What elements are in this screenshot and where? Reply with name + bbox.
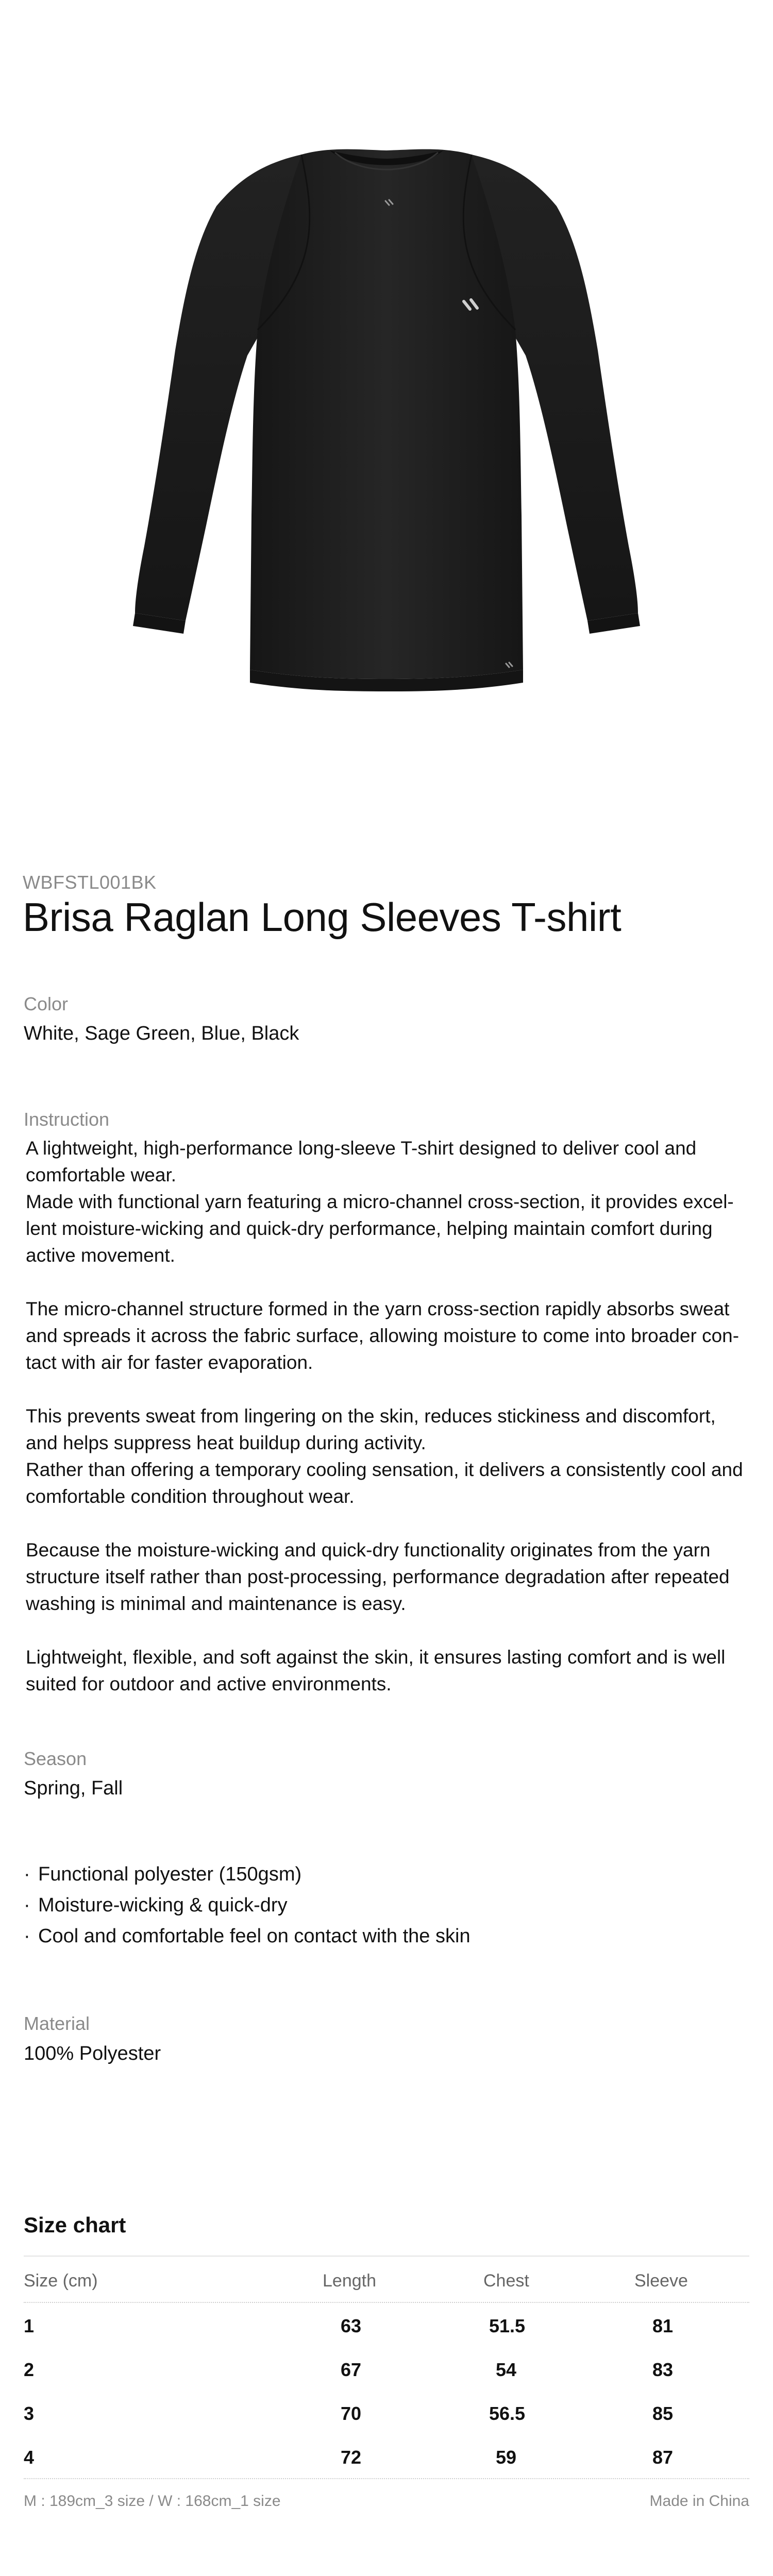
text-line: comfortable wear. — [26, 1164, 177, 1185]
text-line: This prevents sweat from lingering on the skin, reduces stickiness and discomfort, — [26, 1405, 716, 1427]
cell-length: 72 — [341, 2447, 362, 2468]
instruction-label: Instruction — [24, 1109, 110, 1130]
size-chart-title: Size chart — [24, 2213, 126, 2237]
text-line: The micro-channel structure formed in the yarn cross-section rapidly absorbs sweat — [26, 1298, 730, 1319]
text-line: tact with air for faster evaporation. — [26, 1352, 313, 1373]
header-size: Size (cm) — [24, 2271, 98, 2291]
material-value: 100% Polyester — [24, 2043, 161, 2064]
season-value: Spring, Fall — [24, 1777, 123, 1799]
tshirt-body — [250, 149, 523, 679]
cell-sleeve: 83 — [652, 2359, 674, 2380]
cell-length: 63 — [341, 2315, 362, 2336]
table-row — [24, 2434, 749, 2478]
text-line: Rather than offering a temporary cooling sensation, it delivers a consistently cool and — [26, 1459, 743, 1480]
text-line: comfortable condition throughout wear. — [26, 1486, 355, 1507]
text-line: Lightweight, flexible, and soft against the skin, it ensures lasting comfort and is well — [26, 1647, 726, 1668]
product-title: Brisa Raglan Long Sleeves T-shirt — [23, 894, 621, 940]
text-line: lent moisture-wicking and quick-dry performance, helping maintain comfort during — [26, 1218, 713, 1239]
text-line: Made with functional yarn featuring a micro-channel cross-section, it provides excel- — [26, 1191, 734, 1212]
text-line: and spreads it across the fabric surface, allowing moisture to come into broader con- — [26, 1325, 740, 1346]
instruction-paragraph — [26, 1296, 758, 1376]
table-row — [24, 2391, 749, 2434]
instruction-text — [26, 1135, 758, 1698]
size-chart-footer — [24, 2478, 749, 2519]
header-length: Length — [323, 2271, 376, 2291]
product-code: WBFSTL001BK — [23, 872, 157, 893]
color-value: White, Sage Green, Blue, Black — [24, 1023, 299, 1044]
instruction-paragraph — [26, 1135, 758, 1269]
text-line: Because the moisture-wicking and quick-dry functionality originates from the yarn — [26, 1539, 711, 1561]
cell-sleeve: 85 — [652, 2403, 674, 2424]
instruction-paragraph — [26, 1644, 758, 1698]
cell-size: 1 — [24, 2315, 35, 2336]
feature-item: · Functional polyester (150gsm) — [24, 1859, 745, 1890]
cell-size: 2 — [24, 2359, 35, 2380]
header-chest: Chest — [483, 2271, 529, 2291]
cell-sleeve: 87 — [652, 2447, 674, 2468]
header-sleeve: Sleeve — [634, 2271, 688, 2291]
cell-sleeve: 81 — [652, 2315, 674, 2336]
feature-list — [24, 1859, 745, 1952]
tshirt-illustration — [0, 0, 773, 773]
cell-chest: 51.5 — [489, 2315, 526, 2336]
text-line: active movement. — [26, 1245, 175, 1266]
feature-item: · Moisture-wicking & quick-dry — [24, 1890, 745, 1921]
text-line: and helps suppress heat buildup during activity. — [26, 1432, 426, 1453]
table-row — [24, 2347, 749, 2391]
cell-chest: 56.5 — [489, 2403, 526, 2424]
text-line: A lightweight, high-performance long-sleeve T-shirt designed to deliver cool and — [26, 1138, 697, 1159]
size-chart-header-row — [24, 2256, 749, 2303]
season-label: Season — [24, 1748, 87, 1769]
feature-item: · Cool and comfortable feel on contact with the skin — [24, 1921, 745, 1952]
cell-length: 70 — [341, 2403, 362, 2424]
cell-chest: 59 — [496, 2447, 517, 2468]
text-line: washing is minimal and maintenance is easy. — [26, 1593, 406, 1614]
product-image — [0, 0, 773, 773]
origin-note: Made in China — [649, 2493, 749, 2510]
cell-size: 3 — [24, 2403, 35, 2424]
size-chart-table — [24, 2256, 749, 2519]
instruction-paragraph — [26, 1537, 758, 1617]
table-row — [24, 2303, 749, 2347]
color-label: Color — [24, 993, 69, 1014]
text-line: structure itself rather than post-processing, performance degradation after repeated — [26, 1566, 730, 1587]
cell-size: 4 — [24, 2447, 35, 2468]
instruction-paragraph — [26, 1403, 758, 1510]
cell-length: 67 — [341, 2359, 362, 2380]
model-note: M : 189cm_3 size / W : 168cm_1 size — [24, 2493, 281, 2510]
text-line: suited for outdoor and active environments. — [26, 1673, 392, 1694]
material-label: Material — [24, 2013, 90, 2034]
cell-chest: 54 — [496, 2359, 517, 2380]
